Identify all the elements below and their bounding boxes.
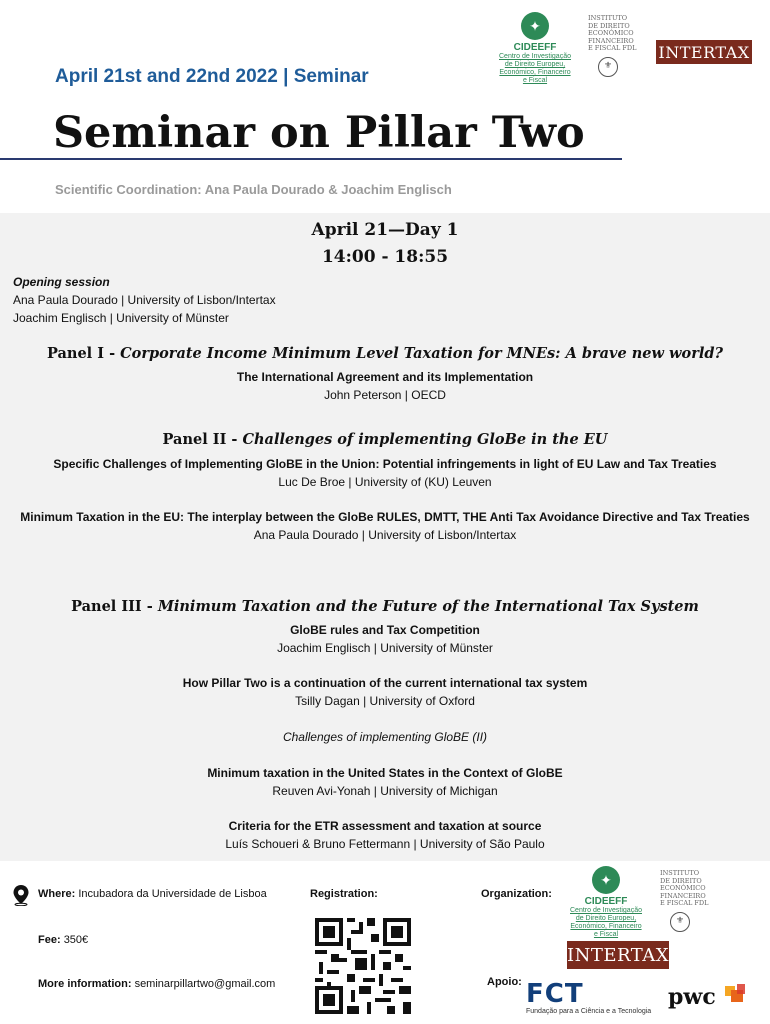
talk-1 — [8, 368, 762, 404]
talk-6-title: Minimum taxation in the United States in the Context of GloBE — [207, 766, 563, 780]
footer-cideeff-logo — [556, 866, 656, 939]
talk-5-title: How Pillar Two is a continuation of the current international tax system — [182, 676, 588, 690]
footer-ide-line-3: ECONÓMICO — [660, 884, 706, 892]
talk-5-speaker: Tsilly Dagan | University of Oxford — [295, 694, 475, 708]
panel-1-heading — [0, 345, 770, 362]
day-time: 14:00 - 18:55 — [321, 247, 449, 267]
subsection-title: Challenges of implementing GloBE (II) — [282, 730, 488, 744]
ide-line-4: FINANCEIRO — [588, 36, 634, 45]
footer-ide-line-2: DE DIREITO — [660, 876, 702, 885]
talk-4-speaker: Joachim Englisch | University of Münster — [277, 641, 493, 655]
registration-heading — [310, 888, 378, 900]
talk-3 — [8, 508, 762, 544]
cideeff-sub-2: de Direito Europeu, — [504, 61, 566, 68]
pwc-mark-icon — [723, 984, 747, 1006]
ide-line-1: INSTITUTO — [588, 14, 628, 22]
where-value: Incubadora da Universidade de Lisboa — [78, 888, 267, 900]
panel-1-prefix: Panel I - — [47, 345, 121, 362]
footer-ide-seal-icon: ⚜ — [670, 912, 690, 932]
talk-4 — [8, 621, 762, 657]
opening-speaker-2: Joachim Englisch | University of Münster — [13, 311, 229, 325]
event-date-line: April 21st and 22nd 2022 | Seminar — [55, 66, 369, 87]
footer-fee — [38, 934, 88, 946]
fee-label: Fee: — [38, 934, 61, 946]
talk-1-speaker: John Peterson | OECD — [324, 388, 446, 402]
talk-7 — [8, 817, 762, 853]
talk-3-speaker: Ana Paula Dourado | University of Lisbon/Intertax — [253, 528, 517, 542]
panel-3-heading — [0, 598, 770, 615]
cideeff-name: CIDEEFF — [513, 42, 557, 53]
talk-4-title: GloBE rules and Tax Competition — [290, 623, 480, 637]
pwc-logo: pwc — [668, 984, 716, 1010]
intertax-logo: INTERTAX — [656, 40, 752, 64]
ide-seal-icon: ⚜ — [598, 57, 618, 77]
organization-heading — [481, 888, 552, 900]
fct-name: FCT — [526, 979, 584, 1009]
panel-3-prefix: Panel III - — [71, 598, 158, 615]
footer-ide-line-4: FINANCEIRO — [660, 891, 706, 900]
cideeff-emblem-icon: ✦ — [521, 12, 549, 40]
apoio-label: Apoio: — [487, 976, 522, 988]
footer-ide-logo — [660, 870, 715, 932]
organization-label: Organization: — [481, 888, 552, 900]
fee-value: 350€ — [63, 934, 89, 946]
talk-2-speaker: Luc De Broe | University of (KU) Leuven — [278, 475, 492, 489]
footer-cideeff-sub-1: Centro de Investigação — [570, 907, 642, 914]
footer-cideeff-name: CIDEEFF — [584, 896, 628, 907]
footer-cideeff-emblem-icon: ✦ — [592, 866, 620, 894]
fct-logo — [526, 980, 651, 1015]
apoio-heading — [487, 976, 522, 988]
cideeff-sub-4: e Fiscal — [522, 77, 548, 84]
ide-line-5: E FISCAL FDL — [588, 44, 637, 52]
title-underline — [0, 158, 622, 160]
footer-ide-line-1: INSTITUTO — [660, 869, 700, 877]
talk-2 — [8, 455, 762, 491]
panel-1-title: Corporate Income Minimum Level Taxation for MNEs: A brave new world? — [120, 345, 723, 362]
opening-session — [13, 273, 276, 327]
scientific-coordination: Scientific Coordination: Ana Paula Dourado & Joachim Englisch — [55, 182, 452, 197]
talk-6 — [8, 764, 762, 800]
footer-where — [38, 888, 267, 900]
panel-2-title: Challenges of implementing GloBe in the EU — [242, 431, 608, 448]
ide-line-2: DE DIREITO — [588, 21, 630, 30]
where-label: Where: — [38, 888, 76, 900]
more-info-label: More information: — [38, 978, 132, 990]
footer-cideeff-sub-2: de Direito Europeu, — [575, 915, 637, 922]
footer-ide-line-5: E FISCAL FDL — [660, 899, 709, 907]
footer-more-info — [38, 978, 275, 990]
panel-3-title: Minimum Taxation and the Future of the International Tax System — [157, 598, 699, 615]
talk-6-speaker: Reuven Avi-Yonah | University of Michigan — [272, 784, 498, 798]
ide-line-3: ECONÓMICO — [588, 29, 634, 37]
opening-speaker-1: Ana Paula Dourado | University of Lisbon/Intertax — [13, 293, 276, 307]
footer-cideeff-sub-3: Económico, Financeiro — [570, 923, 642, 930]
day-label: April 21—Day 1 — [311, 220, 459, 240]
more-info-email[interactable]: seminarpillartwo@gmail.com — [134, 978, 276, 990]
footer-intertax-logo: INTERTAX — [567, 941, 669, 969]
talk-2-title: Specific Challenges of Implementing GloBE in the Union: Potential infringements in light of EU Law and Tax Treaties — [53, 457, 717, 471]
panel-2-prefix: Panel II - — [162, 431, 243, 448]
talk-1-title: The International Agreement and its Implementation — [236, 370, 534, 384]
ide-logo — [588, 15, 643, 77]
panel-2-heading — [0, 431, 770, 448]
registration-label: Registration: — [310, 888, 378, 900]
page-title: Seminar on Pillar Two — [53, 108, 585, 158]
cideeff-logo — [470, 12, 600, 85]
talk-7-title: Criteria for the ETR assessment and taxation at source — [228, 819, 542, 833]
subsection-heading — [8, 728, 762, 746]
cideeff-sub-3: Económico, Financeiro — [499, 69, 571, 76]
talk-7-speaker: Luís Schoueri & Bruno Fettermann | University of São Paulo — [225, 837, 545, 851]
fct-subtitle: Fundação para a Ciência e a Tecnologia — [526, 1008, 652, 1015]
registration-qr-code[interactable] — [315, 918, 411, 1014]
opening-label: Opening session — [13, 275, 110, 289]
talk-5 — [8, 674, 762, 710]
talk-3-title: Minimum Taxation in the EU: The interplay between the GloBe RULES, DMTT, THE Anti Tax Avoidance Directive and Tax Treaties — [20, 510, 750, 524]
location-pin-icon — [12, 884, 30, 906]
cideeff-sub-1: Centro de Investigação — [499, 53, 571, 60]
footer-cideeff-sub-4: e Fiscal — [593, 931, 619, 938]
